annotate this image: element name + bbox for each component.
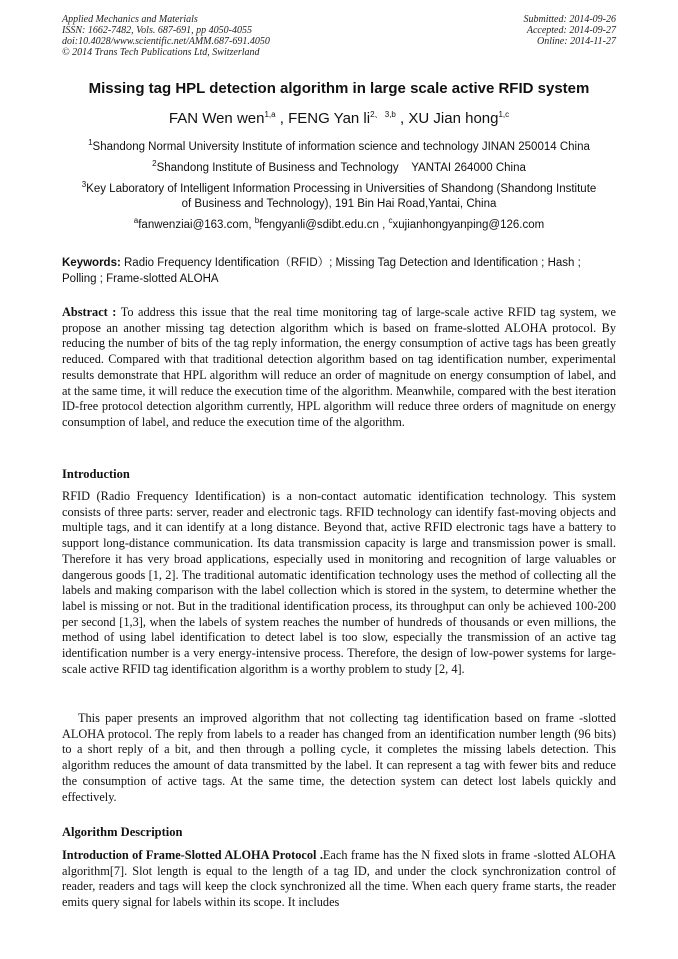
journal-doi: doi:10.4028/www.scientific.net/AMM.687-691.4050 <box>62 36 270 47</box>
abstract-label: Abstract : <box>62 305 117 319</box>
affiliation-text: Shandong Institute of Business and Technology YANTAI 264000 China <box>156 162 526 174</box>
author-affiliation-mark: 2、 3,b <box>370 110 396 119</box>
introduction-paragraph: This paper presents an improved algorithm that not collecting tag identification based on frame -slotted ALOHA protocol. The reply from labels to a reader has changed from an identification number length (96 bits) to a short reply of a bit, and then through a polling cycle, it completes the missing labels detection. This algorithm reduces the amount of data transmitted by the label. It can represent a tag with fewer bits and reduce the consumption of active tags. At the same time, the detection system can detect lost labels quickly and effectively. <box>62 711 616 804</box>
abstract <box>62 305 616 431</box>
affiliation-number: 1 <box>88 138 93 148</box>
affiliation-number: 3 <box>81 180 87 190</box>
author-name: FENG Yan li <box>288 110 371 127</box>
author-affiliation-mark: 1,a <box>264 110 276 119</box>
author-name: XU Jian hong <box>408 110 499 127</box>
author-list <box>0 110 678 127</box>
journal-issn: ISSN: 1662-7482, Vols. 687-691, pp 4050-4055 <box>62 25 252 36</box>
algorithm-text: Each frame has the N fixed slots in frame -slotted ALOHA algorithm[7]. Slot length is equal to the length of a tag ID, and under the clock synchronization control of reader, readers and tags will keep the clock synchronized all the time. When each query frame starts, the reader emits query signal for labels within its scope. It includes <box>62 848 616 910</box>
algorithm-paragraph <box>62 848 616 911</box>
author-separator: , <box>275 110 289 127</box>
abstract-text: To address this issue that the real time monitoring tag of large-scale active RFID tag system, we propose an another missing tag detection algorithm which is based on frame-slotted ALOHA protocol. By reducing the number of bits of the tag reply information, the energy consumption of active tags has been greatly reduced. Compared with that traditional detection algorithm based on tag identification number, experimental results demonstrate that HPL algorithm will reduce an order of magnitude on energy consumption of label, and at the same time, it will reduce the execution time of the algorithm. Meanwhile, compared with the best iteration ID-free protocol detection algorithm currently, HPL algorithm will reduce three orders of magnitude on energy consumption of label, and reduce the execution time of the algorithm. <box>62 305 617 429</box>
introduction-paragraph: RFID (Radio Frequency Identification) is a non-contact automatic identification technology. This system consists of three parts: server, reader and electronic tags. RFID technology can identify fast-moving objects and multiple tags, and it can identify at a long distance. Beyond that, active RFID electronic tags have a battery to support long-distance communication. Its data transmission capacity is large and transmission power is small. Therefore it has very broad applications, especially used in monitoring and recognition of large valuables or dangerous goods [1, 2]. The traditional automatic identification technology uses the method of collecting all the labels and making comparison with the label collection which is stored in the system, to determine whether the label is missing or not. But in the traditional identification process, its throughput can only be achieved 100-200 per second [1,3], when the labels of system reaches the number of hundreds of thousands or even millions, the method of using label identification to detect label is too slow, especially the transmission of an active tag identification number is a very energy-intensive process. Therefore, the design of low-power systems for large-scale active RFID tag identification algorithm is a worthy problem to study [2, 4]. <box>62 489 616 676</box>
author-affiliation-mark: 1,c <box>498 110 510 119</box>
affiliation <box>62 140 616 155</box>
email-link[interactable]: fengyanli@sdibt.edu.cn , <box>259 219 389 231</box>
accepted-date: Accepted: 2014-09-27 <box>526 25 616 36</box>
email-mark: a <box>133 216 139 226</box>
paper-title: Missing tag HPL detection algorithm in large scale active RFID system <box>88 80 590 97</box>
affiliation <box>62 182 616 212</box>
journal-name: Applied Mechanics and Materials <box>62 14 198 25</box>
section-heading-introduction: Introduction <box>62 467 130 481</box>
keywords <box>62 255 616 287</box>
section-heading-algorithm: Algorithm Description <box>62 825 183 839</box>
affiliation-number: 2 <box>152 159 157 169</box>
submission-dates <box>524 14 617 47</box>
affiliation <box>62 161 616 176</box>
email-link[interactable]: fanwenziai@163.com, <box>138 219 255 231</box>
affiliation-text: Key Laboratory of Intelligent Information Processing in Universities of Shandong (Shandong Institute of Business and Technology), 191 Bin Hai Road,Yantai, China <box>86 183 597 210</box>
keywords-text: Radio Frequency Identification（RFID）; Missing Tag Detection and Identification ; Hash ; Polling ; Frame-slotted ALOHA <box>62 257 581 285</box>
keywords-label: Keywords: <box>62 257 121 269</box>
journal-copyright: © 2014 Trans Tech Publications Ltd, Switzerland <box>62 47 260 58</box>
affiliation-text: Shandong Normal University Institute of information science and technology JINAN 250014 China <box>92 141 590 153</box>
email-mark: b <box>254 216 260 226</box>
email-mark: c <box>388 216 393 226</box>
author-name: FAN Wen wen <box>168 110 265 127</box>
journal-info <box>62 14 270 58</box>
submitted-date: Submitted: 2014-09-26 <box>523 14 616 25</box>
author-emails <box>62 216 616 231</box>
email-link[interactable]: xujianhongyanping@126.com <box>392 219 545 231</box>
online-date: Online: 2014-11-27 <box>537 36 616 47</box>
subsection-label: Introduction of Frame-Slotted ALOHA Protocol . <box>62 848 323 862</box>
author-separator: , <box>395 110 409 127</box>
